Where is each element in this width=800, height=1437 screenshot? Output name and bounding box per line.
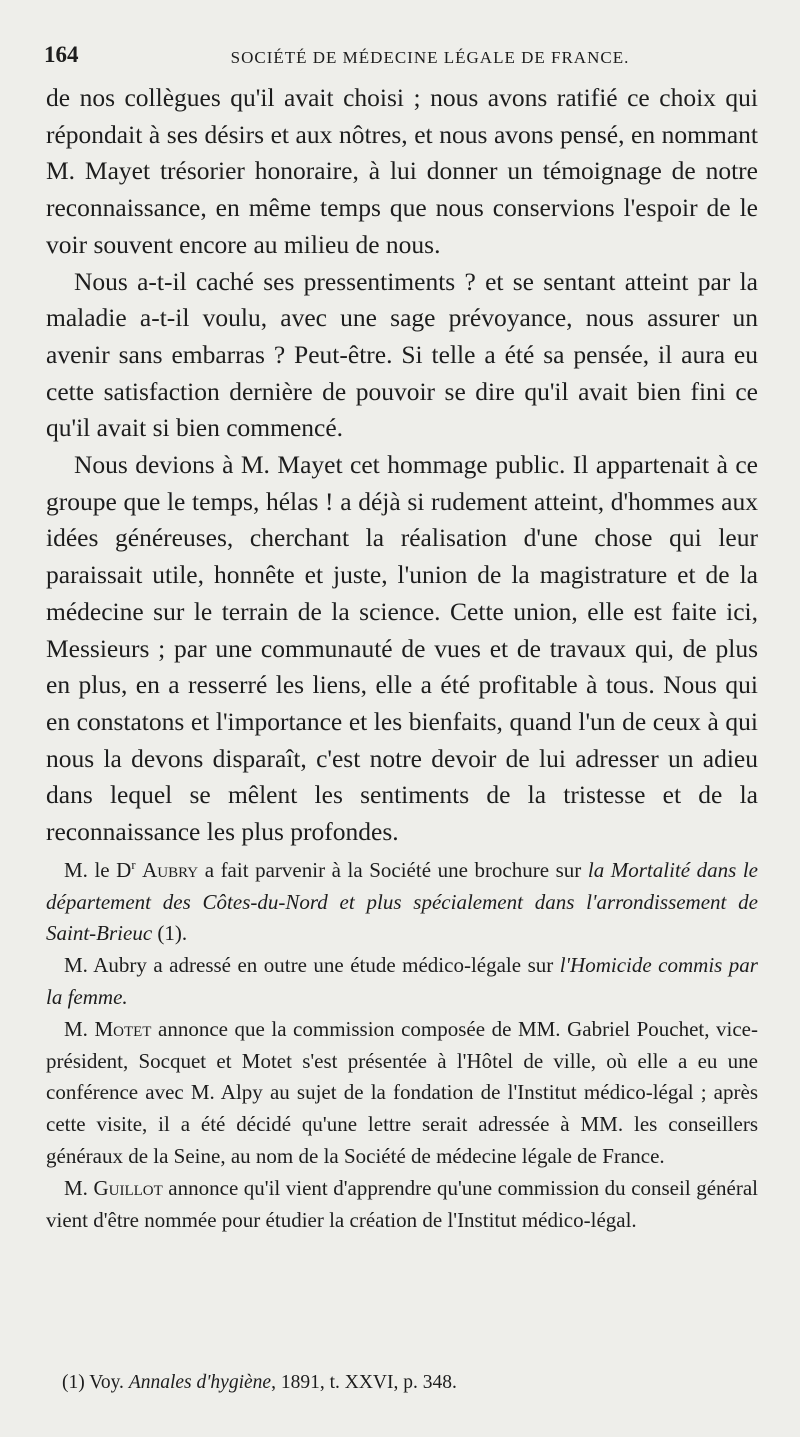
running-title: SOCIÉTÉ DE MÉDECINE LÉGALE DE FRANCE. xyxy=(230,48,630,67)
note-text: annonce que la commission composée de MM. Gabriel Pouchet, vice-président, Socquet et Motet s'est présentée à l'Hôtel de ville, où elle a eu une conférence avec M. Alpy au sujet de la fondation de l'Institut médico-légal ; après cette visite, il a été décidé qu'une lettre serait adressée à MM. les conseillers généraux de la Seine, au nom de la Société de médecine légale de France. xyxy=(46,1016,758,1168)
note-guillot xyxy=(46,1173,758,1237)
journal-title: Annales d'hygiène xyxy=(128,1372,272,1393)
person-name: Aubry xyxy=(142,857,199,882)
note-lead: M. le D xyxy=(64,857,132,882)
note-aubry-brochure xyxy=(46,855,758,950)
note-text: annonce qu'il vient d'apprendre qu'une commission du conseil général vient d'être nommée pour étudier la création de l'Institut médico-légal. xyxy=(46,1175,758,1232)
paragraph-3: Nous devions à M. Mayet cet hommage public. Il appartenait à ce groupe que le temps, hélas ! a déjà si rudement atteint, d'hommes aux idées généreuses, cherchant la réalisation d'une chose qui leur paraissait utile, honnête et juste, l'union de la magistrature et de la médecine sur le terrain de la science. Cette union, elle est faite ici, Messieurs ; par une communauté de vues et de travaux qui, de plus en plus, en a resserré les liens, elle a été profitable à tous. Nous qui en constatons et l'importance et les bienfaits, quand l'un de ceux à qui nous la devons disparaît, c'est notre devoir de lui adresser un adieu dans lequel se mêlent les sentiments de la tristesse et de la reconnaissance les plus profondes. xyxy=(46,450,758,847)
page-number: 164 xyxy=(44,42,79,67)
paragraph-2: Nous a-t-il caché ses pressentiments ? et se sentant atteint par la maladie a-t-il voulu, avec une sage prévoyance, nous assurer un avenir sans embarras ? Peut-être. Si telle a été sa pensée, il aura eu cette satisfaction dernière de pouvoir se dire qu'il avait bien fini ce qu'il avait si bien commencé. xyxy=(46,266,758,443)
note-lead: M. xyxy=(64,1016,95,1041)
main-text xyxy=(46,80,758,851)
note-text: M. Aubry a adressé en outre une étude médico-légale sur xyxy=(64,953,560,978)
footnote-lead: (1) Voy. xyxy=(62,1372,129,1393)
paragraph-1: de nos collègues qu'il avait choisi ; nous avons ratifié ce choix qui répondait à ses désirs et aux nôtres, et nous avons pensé, en nommant M. Mayet trésorier honoraire, à lui donner un témoignage de notre reconnaissance, en même temps que nous conservions l'espoir de le voir souvent encore au milieu de nous. xyxy=(46,83,758,259)
person-name: Guillot xyxy=(93,1175,163,1200)
note-motet xyxy=(46,1014,758,1173)
page-header xyxy=(44,38,756,78)
note-lead: M. xyxy=(64,1175,94,1200)
footnote-reference: (1). xyxy=(152,921,188,946)
doctor-superscript: r xyxy=(131,857,136,872)
page-body xyxy=(46,80,758,1236)
session-notes xyxy=(46,855,758,1237)
work-title: l'Homicide commis par la femme. xyxy=(46,953,758,1009)
footnote-text: , 1891, t. XXVI, p. 348. xyxy=(271,1372,457,1393)
footnote xyxy=(62,1372,457,1394)
note-aubry-etude xyxy=(46,950,758,1014)
work-title: la Mortalité dans le département des Côtes-du-Nord et plus spécialement dans l'arrondissement de Saint-Brieuc xyxy=(46,857,759,946)
note-text: a fait parvenir à la Société une brochure sur xyxy=(198,857,588,882)
person-name: Motet xyxy=(94,1016,152,1041)
